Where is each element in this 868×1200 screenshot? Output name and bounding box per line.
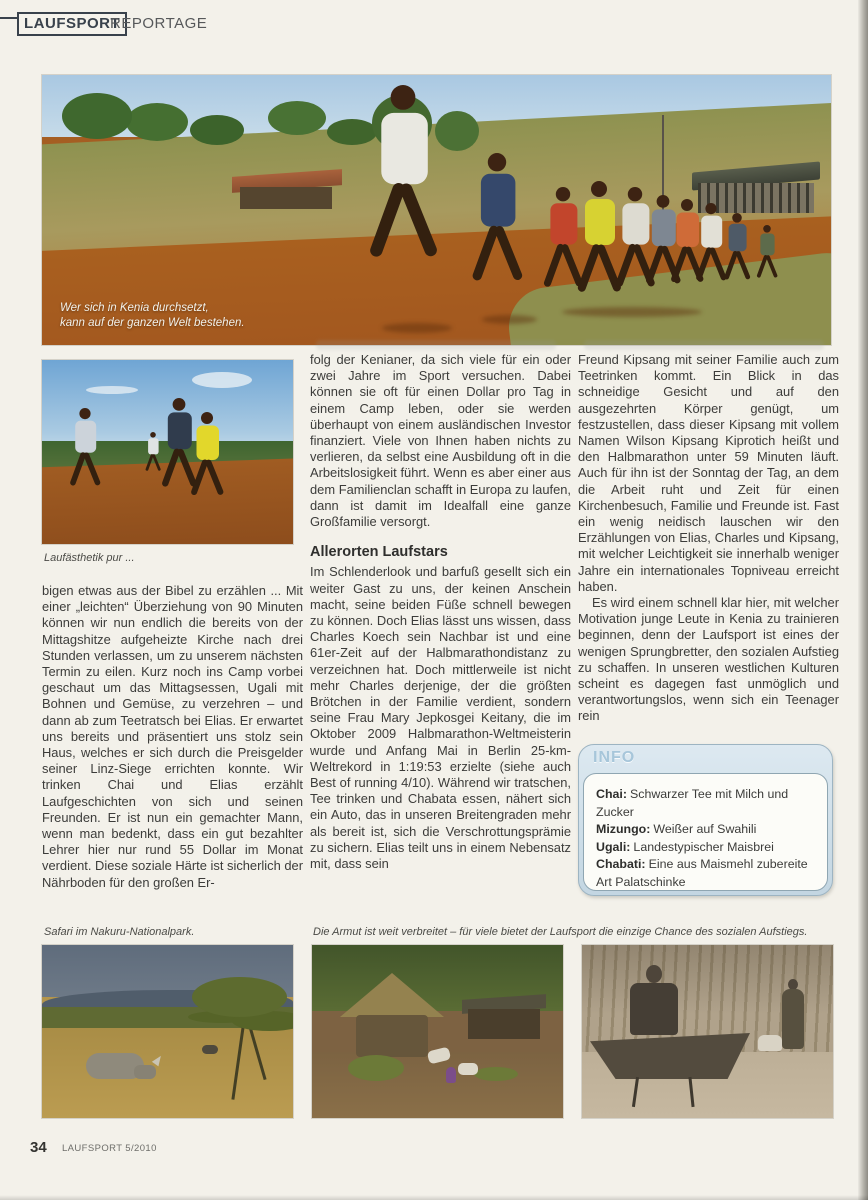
info-term: Ugali: [596,839,631,854]
article-paragraph: Im Schlenderlook und barfuß gesellt sich ein weiter Gast zu uns, der keinen Anschein macht, seine beiden Füße schnell bewegen zu können. Doch Elias lässt uns wissen, dass Charles Koech sein Nachbar ist und eine 61er-Zeit auf der Halbmarathondistanz zu verzeichnen hat. Doch mittlerweile ist nicht mehr Charles derjenige, der die größten Brötchen in der Familie verdient, sondern seine Frau Mary Jepkosgei Keitany, die im Oktober 2009 Halbmarathon-Weltmeisterin wurde und Anfang Mai in Berlin 25-km-Weltrekord in 1:19:53 erzielte (siehe auch Best of running 4/10). Während wir tratschen, Tee trinken und Chabata essen, nähert sich ein Auto, das in unseren Breitengraden mehr als bereit ist, sich die Verschrottungsprämie zu sichern. Elias teilt uns in einem Nebensatz mit, dass sein [310,564,571,872]
info-definition: Landestypischer Maisbrei [633,839,774,854]
bottom-caption-safari: Safari im Nakuru-Nationalpark. [44,926,195,938]
info-item [596,839,817,857]
runner-figure [165,398,194,488]
article-paragraph: folg der Kenianer, da sich viele für ein oder zwei Jahre im Sport versuchen. Dabei können sie oft für einen Dollar pro Tag in einem Camp leben, oder sie werden überhaupt von einem ausländischen Investor finanziert. Viele von Ihnen haben nichts zu verlieren, da selbst eine Ausbildung oft in die Arbeitslosigkeit führt. Wenn es aber einer aus dem Familienclan schafft in Europa zu laufen, dann ist damit im Idealfall eine ganze Großfamilie versorgt. [310,352,571,530]
article-paragraph: bigen etwas aus der Bibel zu erzählen ... Mit einer „leichten“ Überziehung von 90 Minuten können wir nun endlich die bereits von der Mittagshitze aufgeheizte Kirche nach drei Stunden verlassen, um zu unserem nächsten Termin zu eilen. Kurz noch ins Camp vorbei geschaut um das Mittagsessen, Ugali mit Bohnen und Gemüse, zu verzehren – und dann ab zum Teetratsch bei Elias. Er erwartet uns bereits und präsentiert uns stolz sein Haus, welches er sich durch die Preisgelder seiner Linz-Siege errichten konnte. Wir trinken Chai und Elias erzählt Laufgeschichten von sich und seinen Freunden. Er ist nun ein gemachter Mann, wenn man bedenkt, dass ein gut bezahlter Lehrer hier nur rund 55 Dollar im Monat verdient. Diese soziale Härte ist sicherlich der Nährboden für den großen Er- [42,583,303,890]
bottom-photo-homestead [312,945,563,1118]
runner-figure [194,412,221,496]
acacia-canopy [192,977,287,1017]
cloud [192,372,252,388]
animal-distant [202,1045,218,1054]
scan-edge [858,0,868,1200]
print-bleedthrough [316,340,556,350]
scan-edge [0,1195,868,1200]
person-figure [782,989,804,1049]
info-definition: Eine aus Maismehl zubereite Art Palatschinke [596,857,808,889]
section-label: REPORTAGE [110,15,208,32]
info-definition: Weißer auf Swahili [653,822,757,836]
grass-clump [348,1055,404,1081]
hero-photo-caption [60,301,245,331]
bottom-photo-wheelbarrow [582,945,833,1118]
info-box [578,744,833,896]
runner-figure [674,199,701,283]
info-definition: Schwarzer Tee mit Milch und Zucker [596,787,789,819]
shed [240,187,332,209]
info-term: Chai: [596,787,627,801]
runner-figure [726,213,748,280]
masthead [0,15,868,41]
side-photo-runners [42,360,293,544]
hut-thatched-roof [340,973,444,1017]
article-paragraph: Es wird einem schnell klar hier, mit welcher Motivation junge Leute in Kenia zu trainieren beginnen, denn der Laufsport ist eines der wenigen Sprungbretter, den sozialen Aufstieg zu schaffen. In unseren westlichen Kulturen scheint es dagegen fast unmöglich und verantwortungslos, wenn sich ein Teenager rein [578,595,839,724]
runner-shadow [562,307,702,317]
goat [458,1063,478,1075]
hut-wall [356,1015,428,1057]
article-subheading: Allerorten Laufstars [310,544,448,561]
article-column-3 [578,352,839,725]
article-paragraph: Freund Kipsang mit seiner Familie auch zum Teetrinken kommt. Ein Blick in das schneidige Gesicht und auf den ausgezehrten Körper genügt, um festzustellen, dass dieser Kipsang mit vollem Namen Wilson Kipsang Kiprotich heißt und den Halbmarathon unter 59 Minuten läuft. Auch für ihn ist der Sonntag der Tag, an dem die Arbeit ruht und Zeit für einen Kirchenbesuch, Familie und Freunde ist. Fast ein wenig neidisch lauschen wir den Erzählungen von Elias, Charles und Kipsang, mit welcher Leichtigkeit sie innerhalb weniger Jahre ein internationales Topniveau erreicht haben. [578,352,839,594]
brand-rule [0,17,17,19]
info-term: Mizungo: [596,822,651,836]
article-column-2 [310,352,571,872]
hero-photo-runners-kenya [42,75,831,345]
person-head [646,965,662,983]
info-term: Chabati: [596,857,646,871]
bottom-caption-poverty: Die Armut ist weit verbreitet – für viele bietet der Laufsport die einzige Chance des sozialen Aufstiegs. [313,926,808,938]
info-item [596,786,817,821]
runner-shadow [482,315,537,324]
person-figure [446,1067,456,1083]
info-item [596,821,817,839]
tree [62,93,132,139]
runner-figure-distant [147,432,160,471]
magazine-brand: LAUFSPORT [17,12,127,36]
shed-wall [468,1009,540,1039]
hero-caption-line2: kann auf der ganzen Welt bestehen. [60,317,245,329]
print-bleedthrough [584,340,824,350]
runner-shadow [382,323,452,333]
runner-figure-distant [758,225,775,278]
runner-figure [547,187,579,288]
rhino-head [134,1065,156,1079]
article-column-1 [42,583,303,891]
info-box-title: INFO [593,749,636,766]
bottom-photo-safari [42,945,293,1118]
info-item [596,856,817,891]
runner-figure [698,203,723,281]
runner-figure [72,408,97,486]
runner-figure-lead [375,85,431,259]
side-photo-caption: Laufästhetik pur ... [44,552,135,564]
runner-figure [476,153,517,282]
runner-figure [619,187,651,288]
footer-magazine-label: LAUFSPORT 5/2010 [62,1143,157,1154]
page-number: 34 [30,1139,47,1156]
runner-figure [581,181,617,293]
dog [758,1035,782,1051]
info-box-body [583,773,828,891]
person-figure [630,983,678,1035]
hero-caption-line1: Wer sich in Kenia durchsetzt, [60,302,209,314]
